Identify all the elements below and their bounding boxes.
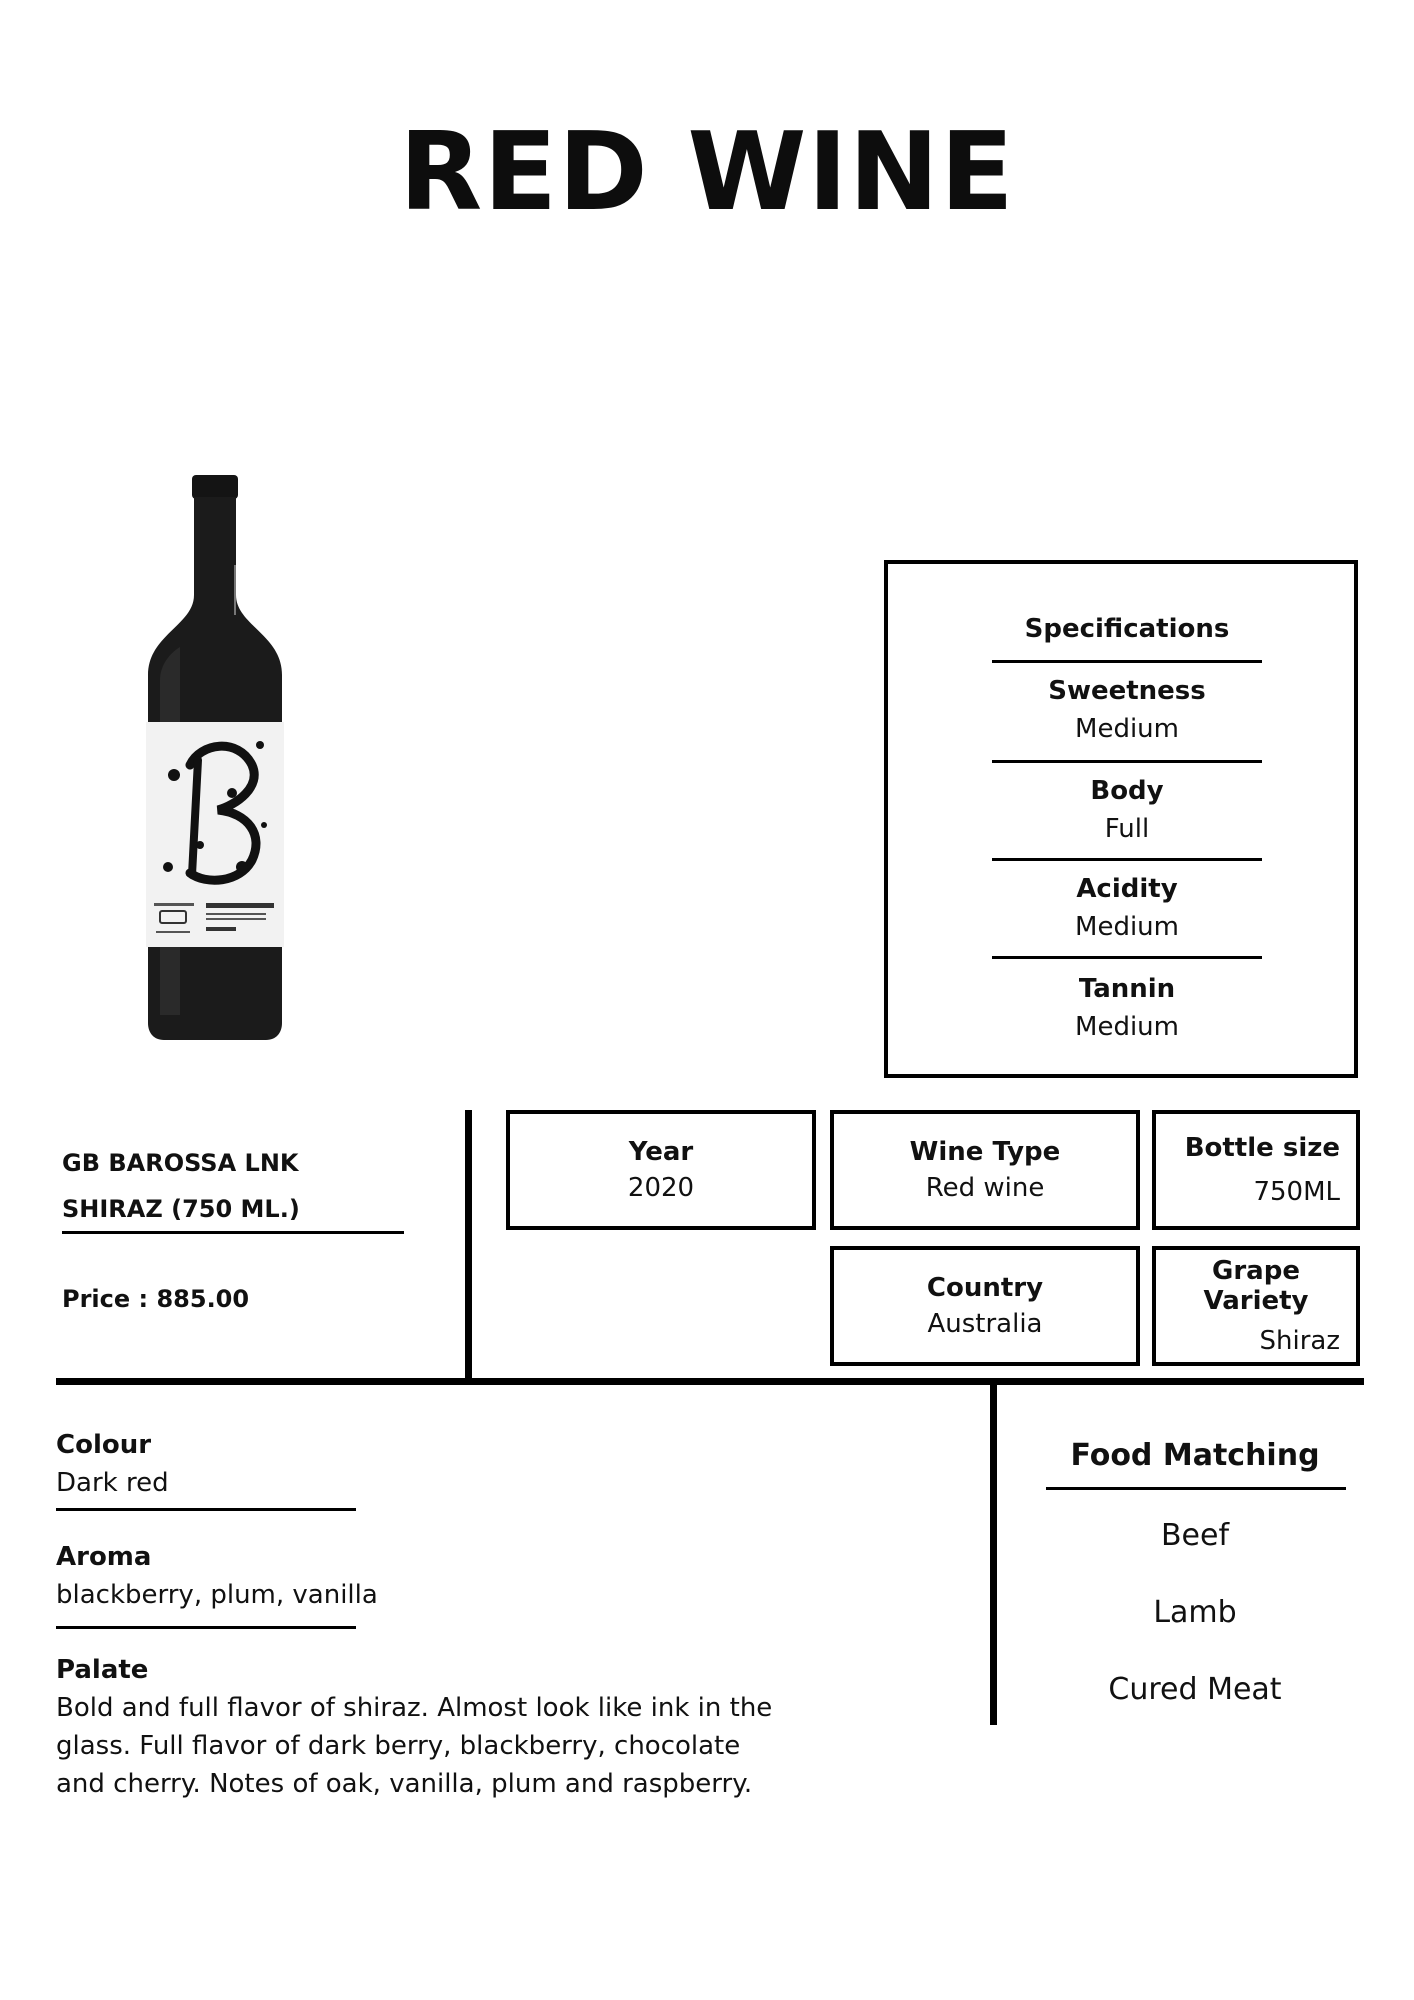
description-palate (56, 1655, 786, 1803)
spec-value: Medium (1075, 714, 1179, 744)
attribute-value: Shiraz (1259, 1326, 1340, 1356)
divider (992, 858, 1262, 861)
horizontal-divider (56, 1378, 1364, 1385)
divider (56, 1508, 356, 1511)
attribute-label: Grape Variety (1203, 1256, 1309, 1316)
description-value: Dark red (56, 1468, 169, 1498)
attribute-grape-variety (1152, 1246, 1360, 1366)
spec-value: Medium (1075, 1012, 1179, 1042)
vertical-divider (990, 1385, 997, 1725)
spec-acidity (992, 874, 1262, 942)
attribute-value: 750ML (1253, 1177, 1340, 1207)
food-item: Cured Meat (1108, 1672, 1282, 1707)
spec-label: Acidity (1076, 874, 1178, 904)
description-label: Colour (56, 1430, 152, 1460)
attribute-wine-type (830, 1110, 1140, 1230)
attribute-value: Australia (927, 1309, 1043, 1339)
attribute-label: Wine Type (909, 1137, 1061, 1167)
product-price: Price : 885.00 (62, 1285, 250, 1313)
food-matching-heading: Food Matching (1070, 1438, 1320, 1473)
attribute-value: 2020 (627, 1173, 695, 1203)
spec-label: Body (1090, 776, 1164, 806)
description-aroma (56, 1542, 776, 1614)
description-colour (56, 1430, 776, 1502)
specifications-heading: Specifications (1024, 614, 1230, 644)
spec-body (992, 776, 1262, 844)
divider (992, 660, 1262, 663)
spec-label: Tannin (1078, 974, 1176, 1004)
divider (1046, 1487, 1346, 1490)
specifications-panel (884, 560, 1358, 1078)
description-label: Palate (56, 1655, 149, 1685)
wine-bottle-image (140, 475, 290, 1040)
page-title: RED WINE (399, 110, 1015, 235)
attribute-label: Year (628, 1137, 694, 1167)
description-label: Aroma (56, 1542, 152, 1572)
divider (992, 956, 1262, 959)
product-name-line2: SHIRAZ (750 ML.) (62, 1195, 300, 1223)
divider (56, 1626, 356, 1629)
product-name (62, 1140, 422, 1232)
spec-sweetness (992, 676, 1262, 744)
divider (62, 1231, 404, 1234)
attribute-country (830, 1246, 1140, 1366)
attribute-bottle-size (1152, 1110, 1360, 1230)
spec-value: Full (1104, 814, 1150, 844)
attribute-value: Red wine (925, 1173, 1045, 1203)
food-item: Lamb (1153, 1595, 1237, 1630)
attribute-year (506, 1110, 816, 1230)
divider (992, 760, 1262, 763)
product-name-line1: GB BAROSSA LNK (62, 1149, 299, 1177)
description-value: Bold and full flavor of shiraz. Almost look like ink in the glass. Full flavor of dark berry, blackberry, chocolate and cherry. Notes of oak, vanilla, plum and raspberry. (56, 1693, 773, 1799)
attribute-label: Bottle size (1184, 1133, 1340, 1163)
attribute-label: Country (926, 1273, 1044, 1303)
spec-value: Medium (1075, 912, 1179, 942)
description-value: blackberry, plum, vanilla (56, 1580, 378, 1610)
spec-label: Sweetness (1048, 676, 1206, 706)
vertical-divider (465, 1110, 472, 1384)
food-item: Beef (1160, 1518, 1230, 1553)
spec-tannin (992, 974, 1262, 1042)
